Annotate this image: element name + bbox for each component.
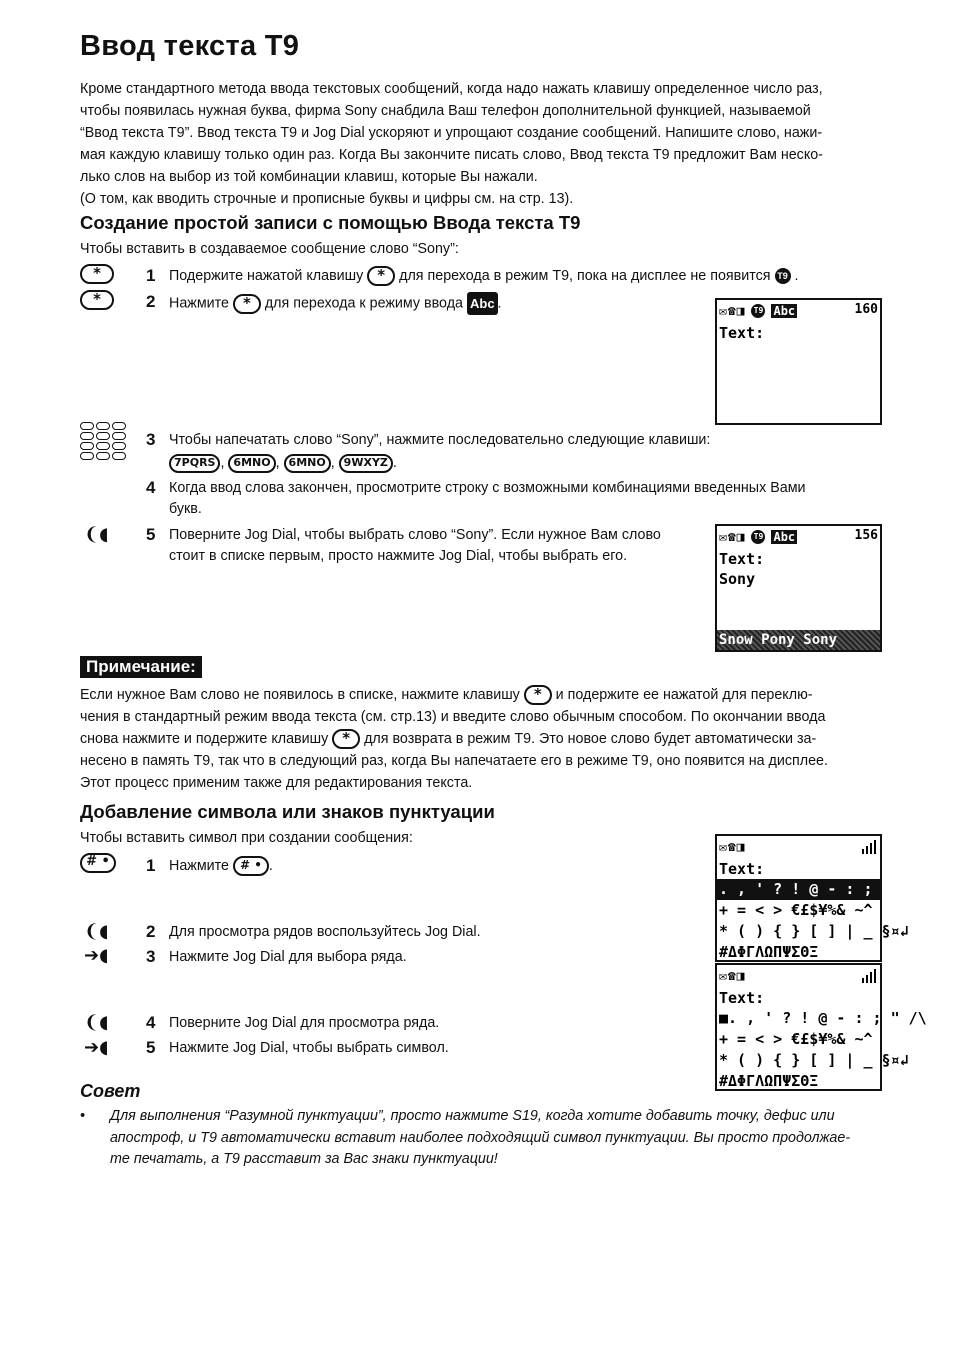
step-number: 2	[146, 922, 156, 941]
symbol-row: + = < > €£$¥%& ~^	[719, 901, 873, 919]
jog-dial-press-icon: ➔◖	[84, 945, 109, 966]
star-key-icon: *	[80, 264, 114, 284]
bullet: •	[80, 1108, 86, 1124]
phone-screen-abc	[715, 298, 882, 425]
abc-mode-badge: Abc	[773, 530, 796, 544]
jog-dial-icon: ❨◖	[84, 524, 109, 545]
jog-dial-icon: ❨◖	[84, 921, 109, 942]
symbol-row: + = < > €£$¥%& ~^	[719, 1030, 873, 1048]
step-number: 4	[146, 478, 156, 497]
step-number: 3	[146, 947, 156, 966]
status-icons: ✉☎◨	[719, 839, 746, 855]
star-key-icon: *	[233, 294, 261, 314]
step-number: 2	[146, 292, 156, 311]
t9-mode-icon: T9	[775, 268, 791, 284]
phone-screen-symbols-char	[715, 963, 927, 1091]
step-number: 4	[146, 1013, 156, 1032]
intro-paragraph: Кроме стандартного метода ввода текстовых сообщений, когда надо нажать клавишу определенное число раз, чтобы появилась нужная буква, фирма Sony снабдила Ваш телефон дополнительной функцией, называемой “Ввод текста Т9”. Ввод текста Т9 и Jog Dial ускоряют и упрощают создание сообщений. Напишите слово, нажи- мая каждую клавишу только один раз. Когда Вы закончите писать слово, Ввод текста Т9 предложит Вам неско- лько слов на выбор из той комбинации клавиш, которые Вы нажали. (О том, как вводить строчные и прописные буквы и цифры см. на стр. 13).	[80, 81, 823, 207]
tip-paragraph: • Для выполнения “Разумной пунктуации”, просто нажмите S19, когда хотите добавить точку, дефис или апостроф, и Т9 автоматически вставит наиболее подходящий символ пунктуации. Вы просто продолжае- те печатать, а Т9 расставит за Вас знаки пунктуации!	[80, 1108, 851, 1167]
phone-screen-symbols-row	[715, 834, 918, 962]
step-1-text: Подержите нажатой клавишу * для перехода в режим Т9, пока на дисплее не появится T9 .	[169, 266, 799, 285]
symbol-row-with-cursor: ■. , ' ? ! @ - : ; " /\	[719, 1009, 927, 1027]
step-5-text: Поверните Jog Dial, чтобы выбрать слово “Sony”. Если нужное Вам слово стоит в списке первым, просто нажмите Jog Dial, чтобы выбрать его.	[169, 527, 661, 564]
step-1-symbol-text: Нажмите # • .	[169, 856, 273, 877]
keypad-icon	[80, 422, 126, 460]
jog-dial-icon: ❨◖	[84, 1012, 109, 1033]
symbol-row: #ΔΦΓΛΩΠΨΣΘΞ	[719, 1072, 819, 1090]
symbol-row: * ( ) { } [ ] | _ §¤↲	[719, 922, 909, 940]
star-key-icon: *	[367, 266, 395, 286]
key-6-icon: 6MNO	[228, 454, 275, 473]
step-2-symbol-text: Для просмотра рядов воспользуйтесь Jog Dial.	[169, 924, 481, 940]
jog-dial-press-icon: ➔◖	[84, 1037, 109, 1058]
phone-screen-sony	[715, 524, 882, 652]
screen-status-bar	[717, 965, 880, 988]
key-9-icon: 9WXYZ	[339, 454, 393, 473]
status-icons: ✉☎◨	[719, 968, 746, 984]
char-count: 160	[854, 302, 878, 317]
step-3-symbol-text: Нажмите Jog Dial для выбора ряда.	[169, 949, 407, 965]
step-4-symbol-text: Поверните Jog Dial для просмотра ряда.	[169, 1015, 440, 1031]
section-lead-t9: Чтобы вставить в создаваемое сообщение слово “Sony”:	[80, 241, 459, 257]
step-number: 1	[146, 856, 156, 875]
word-choice-bar: Snow Pony Sony	[717, 630, 880, 650]
section-heading-symbols: Добавление символа или знаков пунктуации	[80, 801, 495, 822]
key-6-icon: 6MNO	[284, 454, 331, 473]
note-heading: Примечание:	[80, 656, 202, 678]
symbol-row: * ( ) { } [ ] | _ §¤↲	[719, 1051, 909, 1069]
abc-mode-badge: Abc	[773, 304, 796, 318]
star-key-icon: *	[80, 290, 114, 310]
note-paragraph: Если нужное Вам слово не появилось в списке, нажмите клавишу * и подержите ее нажатой для переклю- чения в стандартный режим ввода текста (см. стр.13) и введите слово обычным способом. По окончании ввода снова нажмите и подержите клавишу * для возврата в режим Т9. Это новое слово будет автоматически за- несено в память Т9, так что в следующий раз, когда Вы напечатаете его в режиме Т9, оно появится на дисплее. Этот процесс применим также для редактирования текста.	[80, 685, 828, 791]
step-2-text: Нажмите * для перехода к режиму ввода Abc .	[169, 292, 502, 315]
hash-key-icon: # •	[80, 853, 116, 873]
key-7-icon: 7PQRS	[169, 454, 220, 473]
screen-status-bar	[717, 526, 880, 549]
screen-typed-word: Sony	[719, 570, 756, 588]
hash-key-icon: # •	[233, 856, 269, 876]
star-key-icon: *	[524, 685, 552, 705]
screen-status-bar	[717, 836, 880, 859]
step-number: 1	[146, 266, 156, 285]
step-number: 5	[146, 525, 156, 544]
symbol-row-selected: . , ' ? ! @ - : ; " /\	[719, 880, 918, 898]
section-lead-symbols: Чтобы вставить символ при создании сообщения:	[80, 830, 413, 846]
step-number: 5	[146, 1038, 156, 1057]
screen-text-label: Text:	[719, 860, 765, 878]
star-key-icon: *	[332, 729, 360, 749]
step-5-symbol-text: Нажмите Jog Dial, чтобы выбрать символ.	[169, 1040, 449, 1056]
step-4-text: Когда ввод слова закончен, просмотрите строку с возможными комбинациями введенных Вами букв.	[169, 480, 806, 517]
status-icons: ✉☎◨	[719, 529, 746, 545]
char-count: 156	[854, 528, 878, 543]
abc-mode-badge: Abc	[467, 292, 498, 315]
screen-status-bar	[717, 300, 880, 323]
screen-text-label: Text:	[719, 989, 765, 1007]
signal-icon	[861, 968, 877, 984]
symbol-row: #ΔΦΓΛΩΠΨΣΘΞ	[719, 943, 819, 961]
signal-icon	[861, 839, 877, 855]
tip-heading: Совет	[80, 1081, 141, 1101]
section-heading-t9: Создание простой записи с помощью Ввода текста Т9	[80, 212, 581, 233]
step-3-text: Чтобы напечатать слово “Sony”, нажмите последовательно следующие клавиши: 7PQRS , 6MNO , 6MNO , 9WXYZ .	[169, 432, 711, 471]
page-title: Ввод текста Т9	[80, 30, 300, 62]
status-icons: ✉☎◨	[719, 303, 746, 319]
step-number: 3	[146, 430, 156, 449]
t9-mode-icon: T9	[751, 304, 765, 318]
screen-text-label: Text:	[719, 550, 765, 568]
screen-text-label: Text:	[719, 324, 765, 342]
t9-mode-icon: T9	[751, 530, 765, 544]
